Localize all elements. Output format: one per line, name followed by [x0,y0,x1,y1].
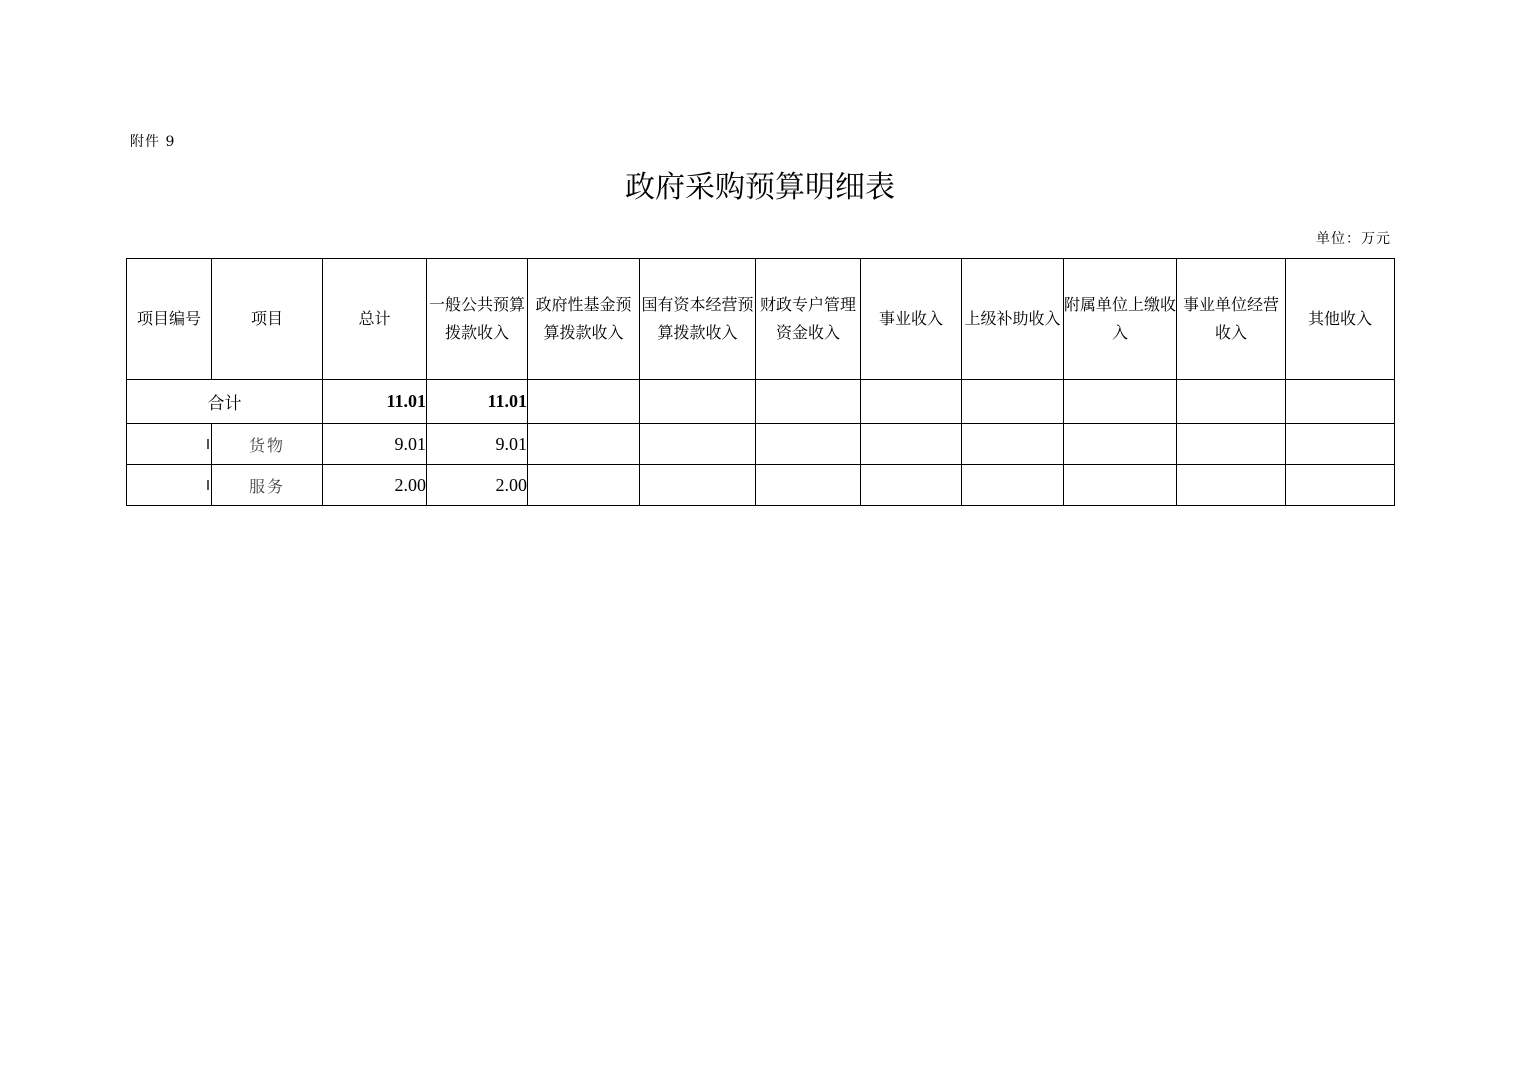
header-affiliated-units: 附属单位上缴收入 [1064,259,1177,380]
cell-mark [207,480,209,490]
row-cell-total: 2.00 [323,465,427,506]
budget-table [126,258,1395,506]
total-row [127,380,1395,424]
total-label: 合计 [127,380,323,424]
unit-label: 单位：万元 [1316,231,1391,247]
row-name-cell: 货物 [212,424,323,465]
total-cell-state-capital [640,380,756,424]
header-gov-fund: 政府性基金预算拨款收入 [528,259,640,380]
total-cell-gov-fund [528,380,640,424]
row-cell-other-income [1286,465,1395,506]
attachment-label: 附件 9 [130,134,176,150]
row-cell-superior-subsidy [962,424,1064,465]
row-cell-state-capital [640,465,756,506]
total-cell-superior-subsidy [962,380,1064,424]
row-cell-special-account [756,424,861,465]
row-cell-general-budget: 2.00 [427,465,528,506]
header-total: 总计 [323,259,427,380]
row-cell-gov-fund [528,424,640,465]
row-cell-business-income [861,465,962,506]
row-cell-business-operation [1177,465,1286,506]
total-cell-business-operation [1177,380,1286,424]
row-cell-gov-fund [528,465,640,506]
row-cell-general-budget: 9.01 [427,424,528,465]
header-other-income: 其他收入 [1286,259,1395,380]
row-name-cell: 服务 [212,465,323,506]
row-cell-other-income [1286,424,1395,465]
header-general-budget: 一般公共预算拨款收入 [427,259,528,380]
row-code-cell [127,424,212,465]
header-state-capital: 国有资本经营预算拨款收入 [640,259,756,380]
total-cell-other-income [1286,380,1395,424]
row-code-cell [127,465,212,506]
row-cell-business-income [861,424,962,465]
total-cell-general-budget: 11.01 [427,380,528,424]
row-cell-business-operation [1177,424,1286,465]
page-title: 政府采购预算明细表 [625,170,895,205]
total-cell-special-account [756,380,861,424]
row-cell-affiliated-units [1064,424,1177,465]
row-cell-special-account [756,465,861,506]
row-cell-state-capital [640,424,756,465]
total-cell-total: 11.01 [323,380,427,424]
total-cell-affiliated-units [1064,380,1177,424]
header-business-income: 事业收入 [861,259,962,380]
row-cell-total: 9.01 [323,424,427,465]
row-cell-superior-subsidy [962,465,1064,506]
header-business-operation: 事业单位经营收入 [1177,259,1286,380]
header-project-code: 项目编号 [127,259,212,380]
table-row [127,424,1395,465]
total-cell-business-income [861,380,962,424]
header-project: 项目 [212,259,323,380]
table-row [127,465,1395,506]
header-row [127,259,1395,380]
header-superior-subsidy: 上级补助收入 [962,259,1064,380]
cell-mark [207,439,209,449]
header-special-account: 财政专户管理资金收入 [756,259,861,380]
row-cell-affiliated-units [1064,465,1177,506]
